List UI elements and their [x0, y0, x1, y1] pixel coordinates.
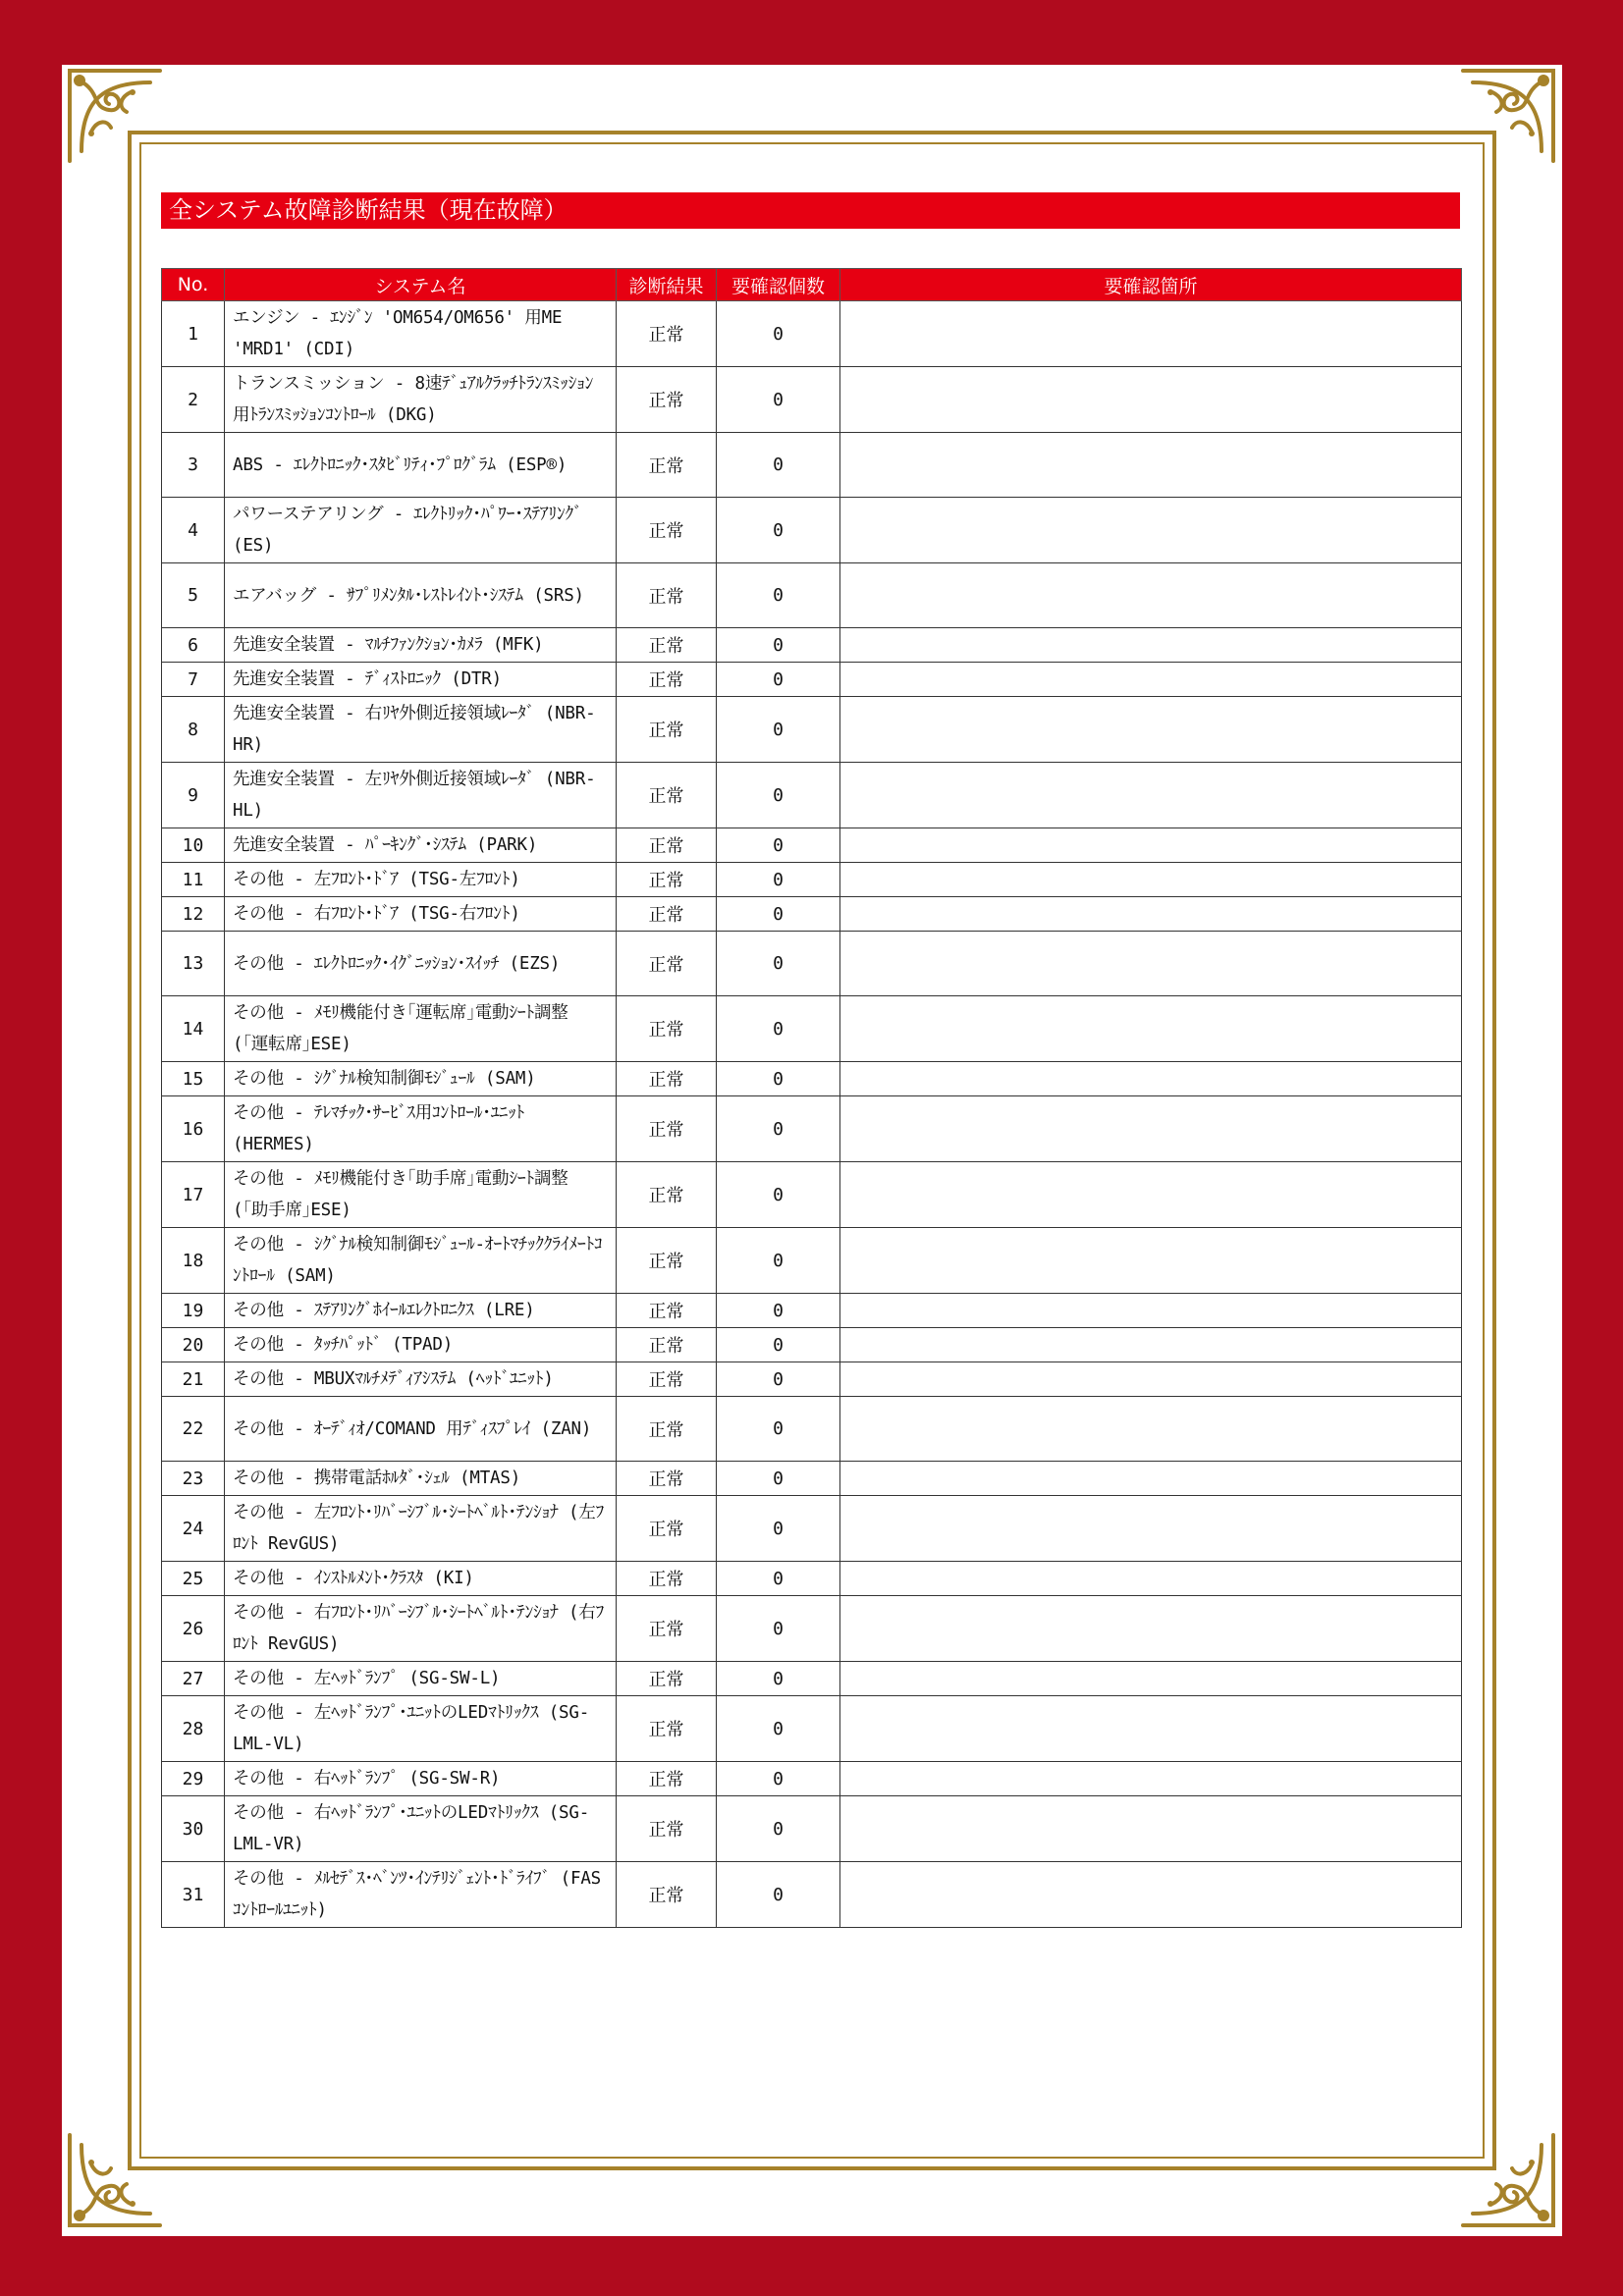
row-result: 正常 [617, 1562, 717, 1596]
row-location [840, 1294, 1462, 1328]
row-result: 正常 [617, 697, 717, 763]
corner-ornament-icon [62, 63, 170, 171]
row-count: 0 [717, 1162, 840, 1228]
row-result: 正常 [617, 996, 717, 1062]
row-no: 13 [162, 932, 225, 996]
row-count: 0 [717, 1762, 840, 1796]
row-system-name: エアバッグ - ｻﾌﾟﾘﾒﾝﾀﾙ･ﾚｽﾄﾚｲﾝﾄ･ｼｽﾃﾑ (SRS) [225, 563, 617, 628]
row-count: 0 [717, 1397, 840, 1462]
row-no: 6 [162, 628, 225, 663]
row-no: 9 [162, 763, 225, 828]
row-location [840, 1328, 1462, 1362]
row-count: 0 [717, 1294, 840, 1328]
row-result: 正常 [617, 1397, 717, 1462]
row-result: 正常 [617, 1096, 717, 1162]
row-location [840, 932, 1462, 996]
row-count: 0 [717, 1662, 840, 1696]
table-row [162, 1796, 1462, 1862]
row-location [840, 697, 1462, 763]
row-result: 正常 [617, 498, 717, 563]
header-count: 要確認個数 [717, 269, 840, 301]
row-count: 0 [717, 1596, 840, 1662]
row-count: 0 [717, 301, 840, 367]
row-result: 正常 [617, 301, 717, 367]
row-count: 0 [717, 828, 840, 863]
table-row [162, 697, 1462, 763]
row-system-name: 先進安全装置 - ﾏﾙﾁﾌｧﾝｸｼｮﾝ･ｶﾒﾗ (MFK) [225, 628, 617, 663]
row-system-name: その他 - ｲﾝｽﾄﾙﾒﾝﾄ･ｸﾗｽﾀ (KI) [225, 1562, 617, 1596]
row-count: 0 [717, 1062, 840, 1096]
row-location [840, 1696, 1462, 1762]
row-location [840, 897, 1462, 932]
row-location [840, 828, 1462, 863]
table-row [162, 1762, 1462, 1796]
row-count: 0 [717, 863, 840, 897]
table-row [162, 1062, 1462, 1096]
table-row [162, 1328, 1462, 1362]
row-count: 0 [717, 628, 840, 663]
row-location [840, 1662, 1462, 1696]
table-row [162, 996, 1462, 1062]
row-count: 0 [717, 1096, 840, 1162]
table-row [162, 628, 1462, 663]
row-system-name: その他 - ﾃﾚﾏﾁｯｸ･ｻｰﾋﾞｽ用ｺﾝﾄﾛｰﾙ･ﾕﾆｯﾄ (HERMES) [225, 1096, 617, 1162]
row-result: 正常 [617, 1762, 717, 1796]
row-location [840, 1162, 1462, 1228]
row-count: 0 [717, 697, 840, 763]
row-count: 0 [717, 498, 840, 563]
row-result: 正常 [617, 1228, 717, 1294]
row-no: 23 [162, 1462, 225, 1496]
row-location [840, 1796, 1462, 1862]
table-row [162, 1096, 1462, 1162]
table-row [162, 1162, 1462, 1228]
row-location [840, 1397, 1462, 1462]
diagnosis-table [161, 268, 1462, 1928]
row-system-name: その他 - ﾒﾓﾘ機能付き｢運転席｣電動ｼｰﾄ調整 (｢運転席｣ESE) [225, 996, 617, 1062]
corner-ornament-icon [1453, 2125, 1561, 2233]
row-location [840, 1228, 1462, 1294]
row-location [840, 1362, 1462, 1397]
row-no: 1 [162, 301, 225, 367]
row-no: 16 [162, 1096, 225, 1162]
row-count: 0 [717, 1496, 840, 1562]
row-location [840, 863, 1462, 897]
row-system-name: その他 - 左ﾌﾛﾝﾄ･ﾄﾞｱ (TSG-左ﾌﾛﾝﾄ) [225, 863, 617, 897]
row-result: 正常 [617, 1062, 717, 1096]
row-no: 14 [162, 996, 225, 1062]
row-result: 正常 [617, 1162, 717, 1228]
row-no: 7 [162, 663, 225, 697]
table-row [162, 1228, 1462, 1294]
row-system-name: ABS - ｴﾚｸﾄﾛﾆｯｸ･ｽﾀﾋﾞﾘﾃｨ･ﾌﾟﾛｸﾞﾗﾑ (ESP®) [225, 433, 617, 498]
row-system-name: その他 - ﾒﾙｾﾃﾞｽ･ﾍﾞﾝﾂ･ｲﾝﾃﾘｼﾞｪﾝﾄ･ﾄﾞﾗｲﾌﾞ (FASｺﾝﾄﾛｰﾙﾕﾆｯﾄ) [225, 1862, 617, 1928]
row-location [840, 1062, 1462, 1096]
row-no: 4 [162, 498, 225, 563]
row-result: 正常 [617, 1462, 717, 1496]
table-row [162, 897, 1462, 932]
row-result: 正常 [617, 433, 717, 498]
row-system-name: 先進安全装置 - ﾊﾟｰｷﾝｸﾞ･ｼｽﾃﾑ (PARK) [225, 828, 617, 863]
row-count: 0 [717, 1328, 840, 1362]
row-count: 0 [717, 996, 840, 1062]
row-result: 正常 [617, 1496, 717, 1562]
row-no: 17 [162, 1162, 225, 1228]
row-system-name: 先進安全装置 - ﾃﾞｨｽﾄﾛﾆｯｸ (DTR) [225, 663, 617, 697]
row-system-name: その他 - ｵｰﾃﾞｨｵ/COMAND 用ﾃﾞｨｽﾌﾟﾚｲ (ZAN) [225, 1397, 617, 1462]
row-system-name: その他 - 携帯電話ﾎﾙﾀﾞ･ｼｪﾙ (MTAS) [225, 1462, 617, 1496]
row-no: 25 [162, 1562, 225, 1596]
row-result: 正常 [617, 1862, 717, 1928]
row-count: 0 [717, 663, 840, 697]
row-no: 3 [162, 433, 225, 498]
header-system-name: システム名 [225, 269, 617, 301]
row-location [840, 628, 1462, 663]
table-row [162, 1362, 1462, 1397]
row-location [840, 1762, 1462, 1796]
table-row [162, 301, 1462, 367]
report-title: 全システム故障診断結果（現在故障） [161, 192, 1460, 229]
row-result: 正常 [617, 563, 717, 628]
row-system-name: 先進安全装置 - 右ﾘﾔ外側近接領域ﾚｰﾀﾞ (NBR-HR) [225, 697, 617, 763]
table-row [162, 563, 1462, 628]
row-system-name: その他 - ｼｸﾞﾅﾙ検知制御ﾓｼﾞｭｰﾙ-ｵｰﾄﾏﾁｯｸｸﾗｲﾒｰﾄｺﾝﾄﾛｰﾙ (SAM) [225, 1228, 617, 1294]
row-no: 19 [162, 1294, 225, 1328]
header-location: 要確認箇所 [840, 269, 1462, 301]
table-header-row [162, 269, 1462, 301]
row-no: 26 [162, 1596, 225, 1662]
table-row [162, 1562, 1462, 1596]
row-location [840, 996, 1462, 1062]
row-system-name: 先進安全装置 - 左ﾘﾔ外側近接領域ﾚｰﾀﾞ (NBR-HL) [225, 763, 617, 828]
row-result: 正常 [617, 1796, 717, 1862]
table-row [162, 1496, 1462, 1562]
corner-ornament-icon [62, 2125, 170, 2233]
row-location [840, 433, 1462, 498]
row-system-name: その他 - ｴﾚｸﾄﾛﾆｯｸ･ｲｸﾞﾆｯｼｮﾝ･ｽｲｯﾁ (EZS) [225, 932, 617, 996]
row-result: 正常 [617, 1596, 717, 1662]
row-location [840, 1562, 1462, 1596]
table-row [162, 763, 1462, 828]
row-no: 10 [162, 828, 225, 863]
row-count: 0 [717, 1696, 840, 1762]
row-location [840, 563, 1462, 628]
row-system-name: その他 - 左ﾍｯﾄﾞﾗﾝﾌﾟ･ﾕﾆｯﾄのLEDﾏﾄﾘｯｸｽ (SG-LML-VL) [225, 1696, 617, 1762]
row-location [840, 1496, 1462, 1562]
header-result: 診断結果 [617, 269, 717, 301]
row-system-name: その他 - 右ﾍｯﾄﾞﾗﾝﾌﾟ･ﾕﾆｯﾄのLEDﾏﾄﾘｯｸｽ (SG-LML-VR) [225, 1796, 617, 1862]
row-system-name: その他 - 右ﾌﾛﾝﾄ･ﾄﾞｱ (TSG-右ﾌﾛﾝﾄ) [225, 897, 617, 932]
row-no: 21 [162, 1362, 225, 1397]
row-no: 30 [162, 1796, 225, 1862]
row-count: 0 [717, 433, 840, 498]
table-row [162, 1462, 1462, 1496]
row-system-name: その他 - 右ﾌﾛﾝﾄ･ﾘﾊﾞｰｼﾌﾞﾙ･ｼｰﾄﾍﾞﾙﾄ･ﾃﾝｼｮﾅ (右ﾌﾛﾝﾄ RevGUS) [225, 1596, 617, 1662]
table-row [162, 828, 1462, 863]
corner-ornament-icon [1453, 63, 1561, 171]
row-system-name: その他 - ﾒﾓﾘ機能付き｢助手席｣電動ｼｰﾄ調整 (｢助手席｣ESE) [225, 1162, 617, 1228]
row-result: 正常 [617, 1362, 717, 1397]
row-no: 2 [162, 367, 225, 433]
row-system-name: その他 - ﾀｯﾁﾊﾟｯﾄﾞ (TPAD) [225, 1328, 617, 1362]
row-system-name: エンジン - ｴﾝｼﾞﾝ 'OM654/OM656' 用ME 'MRD1' (CDI) [225, 301, 617, 367]
row-location [840, 301, 1462, 367]
row-count: 0 [717, 367, 840, 433]
row-no: 28 [162, 1696, 225, 1762]
row-count: 0 [717, 1862, 840, 1928]
row-result: 正常 [617, 1696, 717, 1762]
row-result: 正常 [617, 1294, 717, 1328]
row-result: 正常 [617, 628, 717, 663]
table-row [162, 1696, 1462, 1762]
row-system-name: その他 - 左ﾍｯﾄﾞﾗﾝﾌﾟ (SG-SW-L) [225, 1662, 617, 1696]
row-system-name: その他 - ｽﾃｱﾘﾝｸﾞﾎｲｰﾙｴﾚｸﾄﾛﾆｸｽ (LRE) [225, 1294, 617, 1328]
row-location [840, 1462, 1462, 1496]
row-no: 11 [162, 863, 225, 897]
row-count: 0 [717, 1796, 840, 1862]
table-row [162, 1294, 1462, 1328]
row-count: 0 [717, 563, 840, 628]
row-result: 正常 [617, 932, 717, 996]
row-no: 15 [162, 1062, 225, 1096]
row-count: 0 [717, 1562, 840, 1596]
row-no: 8 [162, 697, 225, 763]
row-no: 24 [162, 1496, 225, 1562]
row-system-name: トランスミッション - 8速ﾃﾞｭｱﾙｸﾗｯﾁﾄﾗﾝｽﾐｯｼｮﾝ用ﾄﾗﾝｽﾐｯｼｮﾝｺﾝﾄﾛｰﾙ (DKG) [225, 367, 617, 433]
row-count: 0 [717, 897, 840, 932]
row-count: 0 [717, 932, 840, 996]
table-row [162, 1662, 1462, 1696]
row-result: 正常 [617, 897, 717, 932]
row-no: 29 [162, 1762, 225, 1796]
table-body [162, 301, 1462, 1928]
row-no: 22 [162, 1397, 225, 1462]
row-location [840, 367, 1462, 433]
row-result: 正常 [617, 367, 717, 433]
row-result: 正常 [617, 863, 717, 897]
row-location [840, 763, 1462, 828]
row-no: 5 [162, 563, 225, 628]
row-result: 正常 [617, 763, 717, 828]
row-result: 正常 [617, 828, 717, 863]
row-result: 正常 [617, 1328, 717, 1362]
row-count: 0 [717, 1362, 840, 1397]
row-location [840, 498, 1462, 563]
table-row [162, 863, 1462, 897]
table-row [162, 932, 1462, 996]
table-row [162, 1862, 1462, 1928]
table-row [162, 433, 1462, 498]
header-no: No. [162, 269, 225, 301]
row-location [840, 663, 1462, 697]
row-location [840, 1096, 1462, 1162]
row-count: 0 [717, 763, 840, 828]
row-count: 0 [717, 1228, 840, 1294]
row-system-name: その他 - 左ﾌﾛﾝﾄ･ﾘﾊﾞｰｼﾌﾞﾙ･ｼｰﾄﾍﾞﾙﾄ･ﾃﾝｼｮﾅ (左ﾌﾛﾝﾄ RevGUS) [225, 1496, 617, 1562]
row-system-name: その他 - ｼｸﾞﾅﾙ検知制御ﾓｼﾞｭｰﾙ (SAM) [225, 1062, 617, 1096]
row-count: 0 [717, 1462, 840, 1496]
row-location [840, 1596, 1462, 1662]
row-no: 18 [162, 1228, 225, 1294]
table-row [162, 663, 1462, 697]
row-no: 20 [162, 1328, 225, 1362]
table-row [162, 498, 1462, 563]
row-result: 正常 [617, 663, 717, 697]
row-system-name: その他 - 右ﾍｯﾄﾞﾗﾝﾌﾟ (SG-SW-R) [225, 1762, 617, 1796]
row-no: 31 [162, 1862, 225, 1928]
table-row [162, 1397, 1462, 1462]
row-result: 正常 [617, 1662, 717, 1696]
table-row [162, 367, 1462, 433]
table-row [162, 1596, 1462, 1662]
row-system-name: パワーステアリング - ｴﾚｸﾄﾘｯｸ･ﾊﾟﾜｰ･ｽﾃｱﾘﾝｸﾞ (ES) [225, 498, 617, 563]
row-location [840, 1862, 1462, 1928]
row-no: 12 [162, 897, 225, 932]
row-no: 27 [162, 1662, 225, 1696]
row-system-name: その他 - MBUXﾏﾙﾁﾒﾃﾞｨｱｼｽﾃﾑ (ﾍｯﾄﾞﾕﾆｯﾄ) [225, 1362, 617, 1397]
